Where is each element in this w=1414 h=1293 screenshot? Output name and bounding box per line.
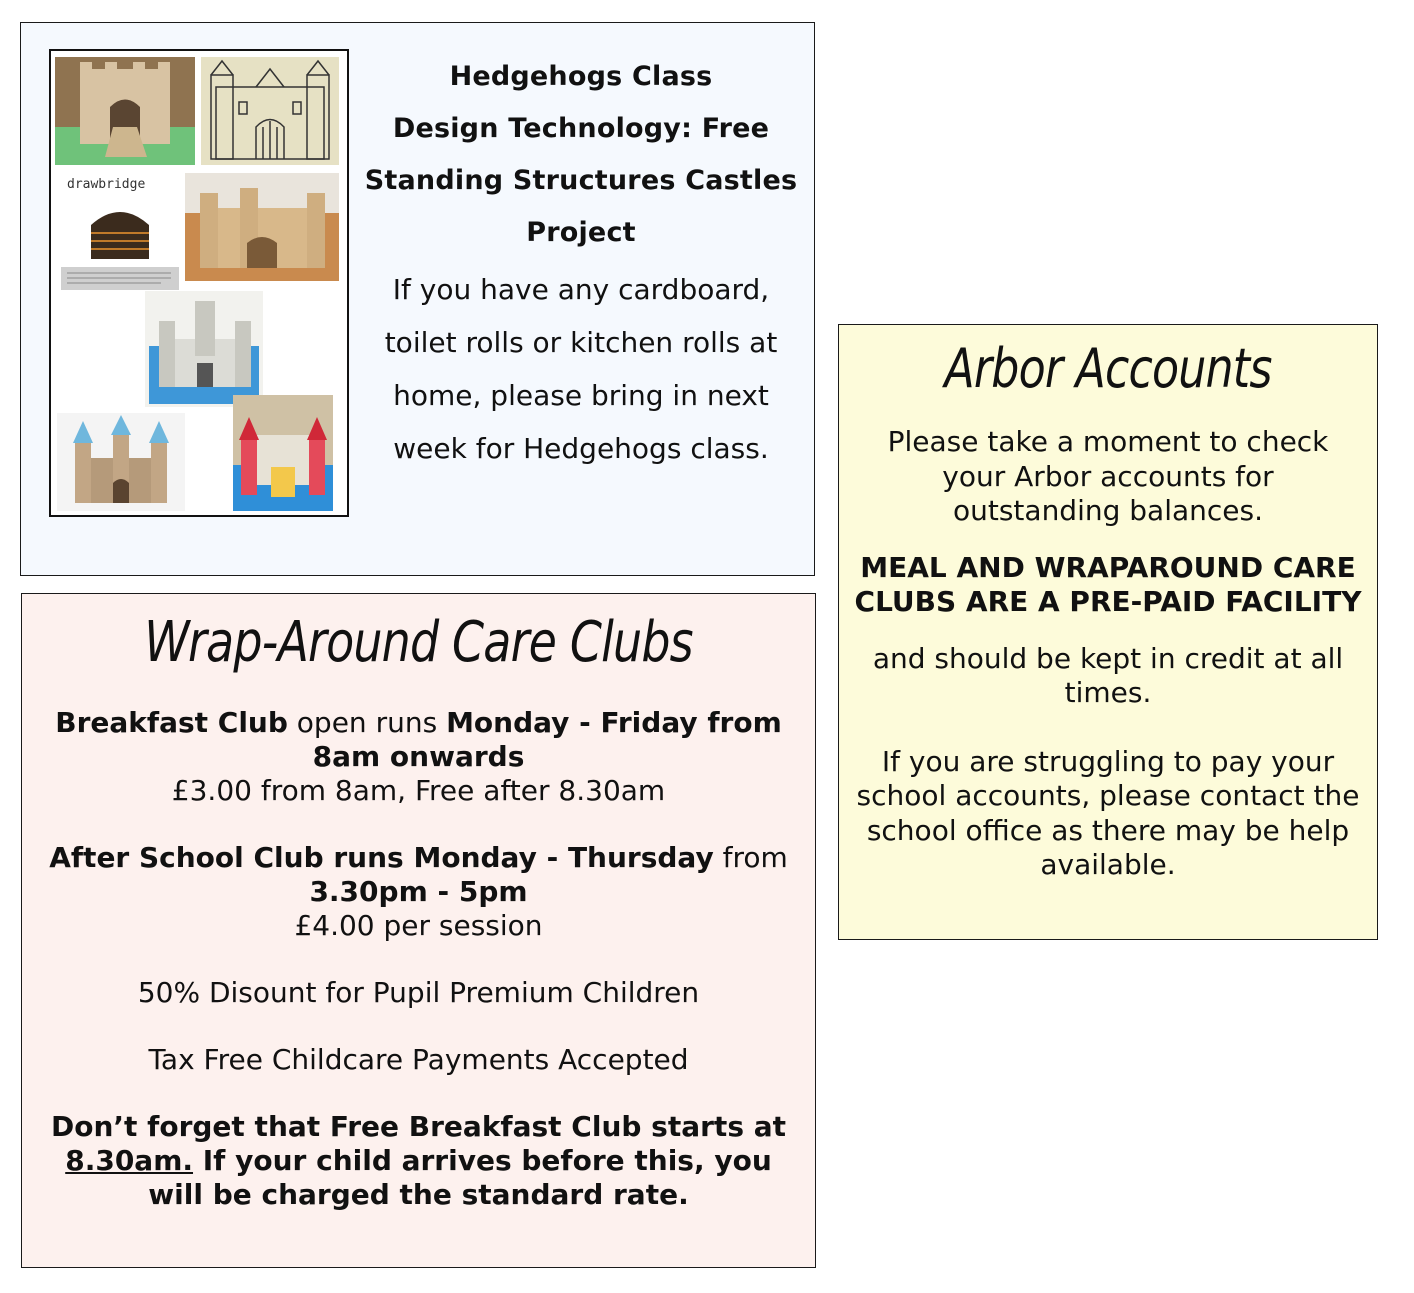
discount-note: 50% Disount for Pupil Premium Children — [137, 976, 700, 1009]
body-line: week for Hedgehogs class. — [393, 432, 769, 465]
arbor-title: Arbor Accounts — [944, 337, 1272, 400]
hedgehogs-title — [361, 51, 801, 259]
wraparound-title: Wrap-Around Care Clubs — [144, 610, 693, 675]
after-school-club-days: After School Club runs Monday - Thursday — [49, 841, 714, 874]
reminder-note — [42, 1110, 795, 1212]
wraparound-body — [42, 706, 795, 1245]
breakfast-club-info — [42, 706, 795, 808]
castle-photo-4 — [57, 413, 185, 511]
drawbridge-label: drawbridge — [67, 177, 146, 192]
drawbridge-diagram — [61, 173, 179, 295]
hedgehogs-text — [361, 51, 801, 475]
castle-photo-3 — [145, 291, 263, 407]
arbor-credit-note: and should be kept in credit at all times. — [872, 641, 1344, 709]
arbor-intro: Please take a moment to check your Arbor accounts for outstanding balances. — [887, 425, 1329, 527]
after-school-club-info — [42, 841, 795, 943]
castle-drawing — [201, 57, 339, 165]
body-line: toilet rolls or kitchen rolls at — [384, 326, 778, 359]
castle-photo-2 — [185, 173, 339, 281]
hedgehogs-panel — [20, 22, 815, 576]
after-school-club-mid: from — [713, 841, 788, 874]
arbor-help-note: If you are struggling to pay your school accounts, please contact the school office as there may be help available. — [856, 744, 1360, 881]
castle-collage — [49, 49, 349, 517]
reminder-time: 8.30am. — [65, 1144, 194, 1177]
arbor-body — [849, 425, 1367, 905]
wraparound-panel — [21, 593, 816, 1268]
breakfast-club-mid: open runs — [287, 706, 447, 739]
breakfast-club-price: £3.00 from 8am, Free after 8.30am — [171, 774, 666, 807]
tax-free-note: Tax Free Childcare Payments Accepted — [148, 1043, 689, 1076]
castle-photo-1 — [55, 57, 195, 165]
breakfast-club-days: Monday - Friday from 8am onwards — [312, 706, 782, 773]
hedgehogs-body — [361, 263, 801, 475]
reminder-part-2: If your child arrives before this, you will be charged the standard rate. — [148, 1144, 772, 1211]
body-line: If you have any cardboard, — [392, 273, 770, 306]
title-line: Project — [526, 217, 636, 248]
castle-photo-5 — [233, 395, 333, 511]
arbor-prepaid-notice: MEAL AND WRAPAROUND CARE CLUBS ARE A PRE-PAID FACILITY — [854, 550, 1362, 618]
after-school-club-time: 3.30pm - 5pm — [309, 875, 528, 908]
title-line: Design Technology: Free — [392, 113, 770, 144]
title-line: Standing Structures Castles — [364, 165, 798, 196]
arbor-panel — [838, 324, 1378, 940]
title-line: Hedgehogs Class — [449, 61, 713, 92]
body-line: home, please bring in next — [393, 379, 769, 412]
breakfast-club-name: Breakfast Club — [55, 706, 288, 739]
after-school-club-price: £4.00 per session — [294, 909, 543, 942]
reminder-part-1: Don’t forget that Free Breakfast Club starts at — [50, 1110, 787, 1143]
